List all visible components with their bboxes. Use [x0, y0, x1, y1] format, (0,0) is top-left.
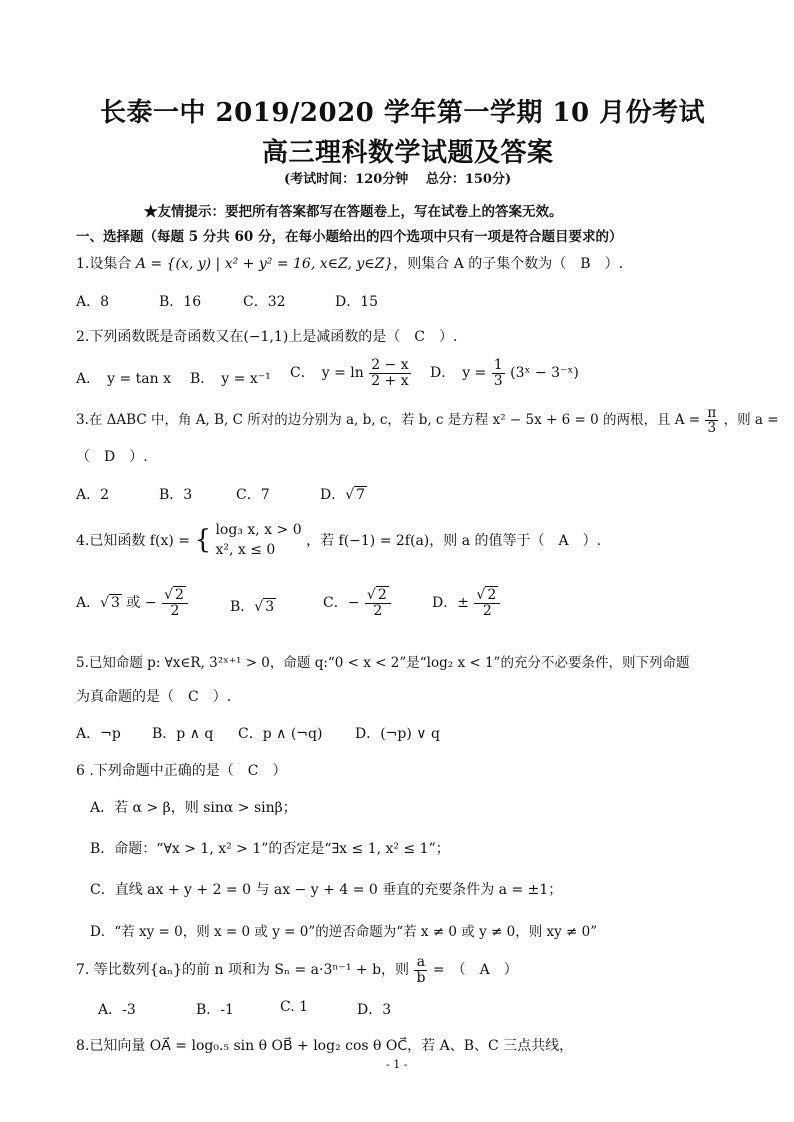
q7-option-d: D．3 — [357, 1002, 392, 1018]
q4-b-radicand: 3 — [265, 599, 275, 615]
q1-option-d: D．15 — [335, 294, 379, 310]
q1-prefix: 1.设集合 — [76, 256, 136, 272]
q1-suffix: ，则集合 A 的子集个数为（ B ）. — [393, 256, 624, 272]
q4-a-numerator: √ 2 — [162, 588, 188, 604]
q2-d-numerator: 1 — [493, 357, 503, 373]
q4-d-numerator: √ 2 — [474, 588, 500, 604]
q1-set: A = {(x, y) | x² + y² = 16, x∈Z, y∈Z} — [135, 256, 394, 272]
q4-brace: { — [194, 525, 211, 556]
question-6: 6 .下列命题中正确的是（ C ） — [76, 763, 287, 779]
q5-option-c: C．p ∧ (¬q) — [238, 726, 323, 742]
q6-option-d: D．“若 xy = 0，则 x = 0 或 y = 0”的逆否命题为“若 x ≠ 0 或 y ≠ 0，则 xy ≠ 0” — [90, 924, 598, 940]
q4-suffix: ，若 f(−1) = 2f(a)，则 a 的值等于（ A ）. — [306, 533, 602, 550]
q3-fraction — [705, 406, 718, 435]
q7-denominator: b — [416, 969, 426, 986]
q5-option-b: B．p ∧ q — [152, 726, 214, 742]
exam-title: 长泰一中 2019/2020 学年第一学期 10 月份考试 — [100, 98, 706, 128]
exam-info: (考试时间：120分钟 总分：150分) — [284, 172, 512, 187]
q7-suffix: = （ A ） — [432, 962, 518, 979]
page-number: - 1 - — [386, 1058, 408, 1071]
question-8: 8.已知向量 OA⃗ = log₀.₅ sin θ OB⃗ + log₂ cos θ OC⃗，若 A、B、C 三点共线， — [76, 1038, 574, 1054]
q3-prefix: 3.在 ΔABC 中，角 A, B, C 所对的边分别为 a, b, c，若 b, c 是方程 x² − 5x + 6 = 0 的两根，且 A = — [76, 412, 701, 429]
q4-a-fraction — [162, 588, 188, 618]
q7-fraction — [414, 955, 427, 985]
q3-d-prefix: D． — [320, 487, 346, 503]
question-7 — [76, 955, 518, 985]
q4-a-prefix: A． — [76, 595, 101, 612]
q7-option-b: B．-1 — [196, 1002, 234, 1018]
q3-d-radicand: 7 — [356, 487, 366, 503]
q4-case-1: log₃ x, x > 0 — [215, 522, 302, 538]
q4-c-prefix: C．− — [323, 595, 360, 612]
q7-option-a: A．-3 — [98, 1002, 136, 1018]
q2-c-numerator: 2 − x — [371, 357, 409, 373]
exam-subtitle: 高三理科数学试题及答案 — [262, 138, 554, 168]
q4-a-middle: 或 − — [121, 595, 157, 612]
q1-option-a: A．8 — [76, 294, 110, 310]
q3-denominator: 3 — [707, 420, 717, 437]
q4-cases — [215, 520, 301, 561]
q6-option-c: C．直线 ax + y + 2 = 0 与 ax − y + 4 = 0 垂直的充要条件为 a = ±1； — [90, 882, 563, 898]
q4-c-num-radicand: 2 — [377, 587, 387, 603]
q4-c-denominator: 2 — [373, 602, 383, 619]
q4-c-fraction — [365, 588, 391, 618]
q4-a-denominator: 2 — [170, 602, 180, 619]
q4-prefix: 4.已知函数 f(x) = — [76, 533, 190, 550]
q6-option-a: A．若 α > β，则 sinα > sinβ； — [90, 800, 297, 816]
q4-b-prefix: B． — [230, 599, 255, 615]
q2-d-suffix: (3ˣ − 3⁻ˣ) — [510, 365, 579, 382]
q4-option-b: B．√ 3 — [230, 599, 275, 615]
question-1 — [76, 253, 623, 273]
q4-case-2: x², x ≤ 0 — [215, 542, 276, 559]
q1-option-c: C．32 — [243, 294, 286, 310]
q4-a-radicand: 3 — [111, 595, 120, 612]
q2-option-a: A． y = tan x — [76, 371, 171, 387]
q4-option-c — [323, 588, 392, 618]
q3-numerator: π — [707, 405, 717, 421]
question-2: 2.下列函数既是奇函数又在(−1,1)上是减函数的是（ C ）. — [76, 329, 458, 345]
notice: ★友情提示：要把所有答案都写在答题卷上，写在试卷上的答案无效。 — [144, 204, 563, 220]
q3-suffix: ，则 a = — [723, 412, 779, 429]
section-heading: 一、选择题（每题 5 分共 60 分，在每小题给出的四个选项中只有一项是符合题目要求的） — [76, 229, 623, 245]
q7-option-c: C. 1 — [280, 999, 309, 1015]
q4-c-numerator: √ 2 — [365, 588, 391, 604]
q2-c-prefix: C． y = ln — [290, 365, 364, 382]
q4-d-num-radicand: 2 — [487, 587, 497, 603]
q2-option-c — [290, 358, 412, 388]
q2-d-prefix: D． y = — [430, 365, 487, 382]
q2-c-denominator: 2 + x — [371, 372, 409, 389]
q7-prefix: 7. 等比数列{aₙ}的前 n 项和为 Sₙ = a·3ⁿ⁻¹ + b，则 — [76, 962, 410, 979]
q4-d-fraction — [474, 588, 500, 618]
q4-option-a: A．√ 3 或 − $\frac{√ 2}{2}$ — [76, 588, 189, 618]
q4-d-prefix: D．± — [432, 595, 469, 612]
q3-option-b: B．3 — [159, 487, 193, 503]
q3-answer-line: （ D ）. — [76, 449, 148, 465]
q2-d-denominator: 3 — [493, 372, 503, 389]
q3-option-d: D．√ 7 — [320, 487, 366, 503]
question-4 — [76, 520, 601, 564]
q4-a-num-radicand: 2 — [174, 587, 184, 603]
q5-option-a: A．¬p — [76, 726, 121, 742]
q3-option-c: C．7 — [236, 487, 270, 503]
q3-option-a: A．2 — [76, 487, 110, 503]
q5-option-d: D．(¬p) ∨ q — [355, 726, 440, 742]
q1-option-b: B．16 — [159, 294, 202, 310]
q2-option-d — [430, 358, 579, 388]
q2-d-fraction — [492, 358, 505, 388]
question-5: 5.已知命题 p: ∀x∈R, 3²ˣ⁺¹ > 0，命题 q:“0 < x < 2”是“log₂ x < 1”的充分不必要条件，则下列命题 — [76, 655, 690, 671]
question-3 — [76, 406, 779, 435]
q4-d-denominator: 2 — [482, 602, 492, 619]
q2-c-fraction — [369, 358, 410, 388]
q2-option-b: B． y = x⁻¹ — [190, 371, 271, 387]
q7-numerator: a — [414, 955, 427, 971]
question-5-line-2: 为真命题的是（ C ）. — [76, 689, 232, 705]
q6-option-b: B．命题：“∀x > 1, x² > 1”的否定是“∃x ≤ 1, x² ≤ 1”； — [90, 841, 450, 857]
q4-option-d — [432, 588, 501, 618]
